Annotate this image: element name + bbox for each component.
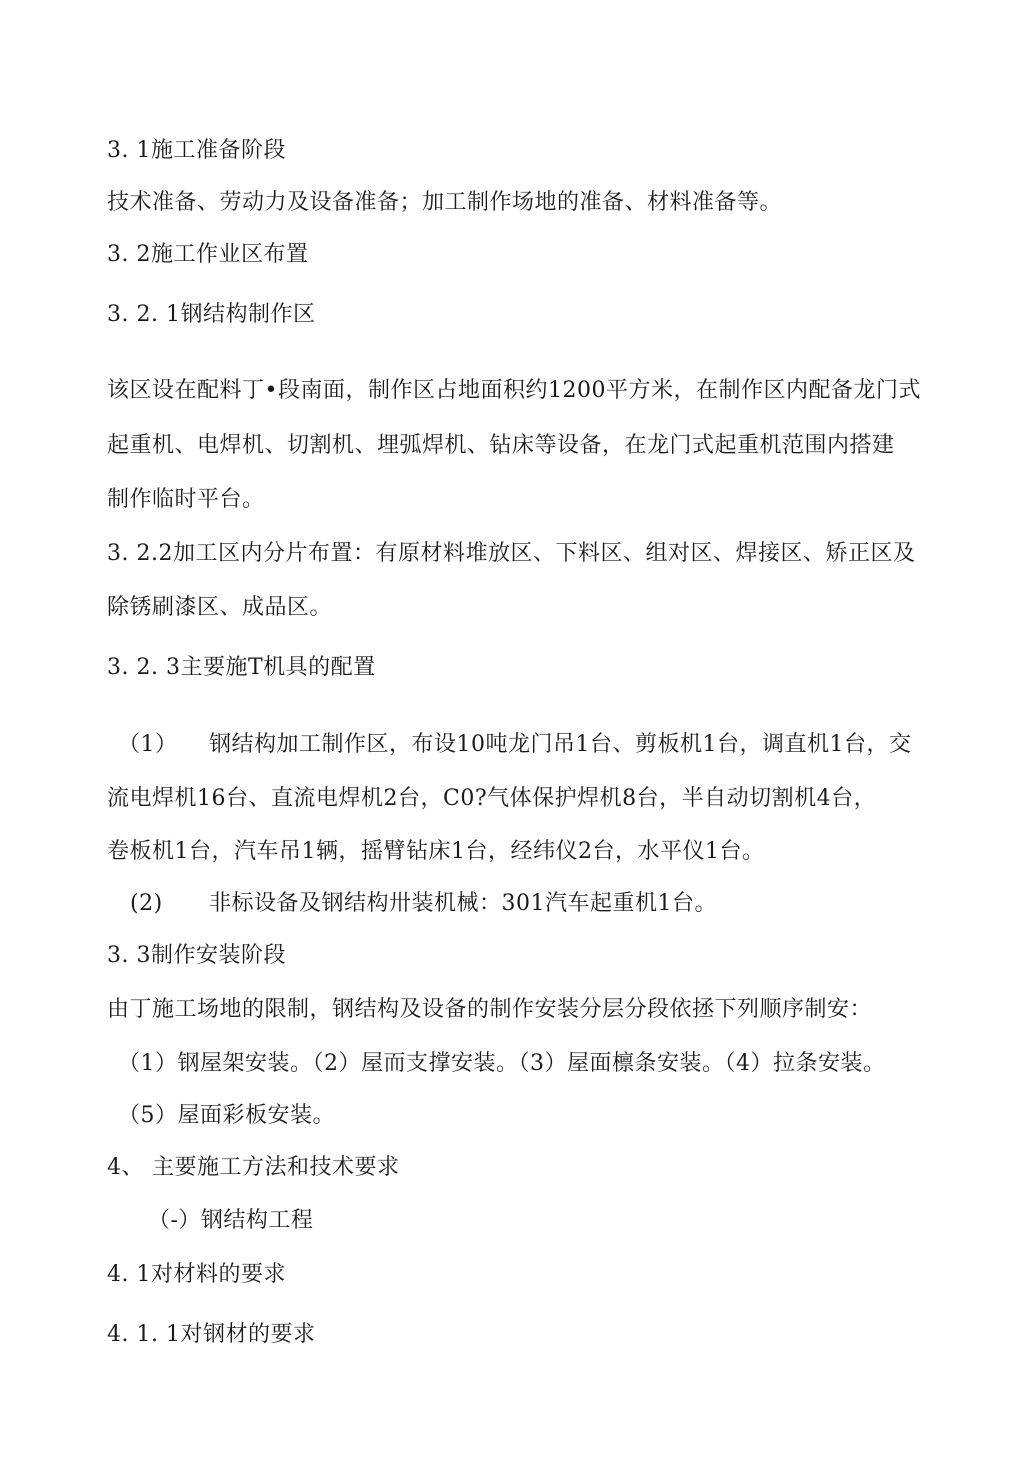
paragraph-3-2-1-line-1: 该区设在配料丁•段南面，制作区占地面积约1200平方米，在制作区内配备龙门式: [107, 378, 921, 403]
sequence-line-1: （1）钢屋架安装。（2）屋而支撑安装。（3）屋面檩条安装。（4）拉条安装。: [118, 1051, 886, 1076]
paragraph-3-2-2-line-2: 除锈刷漆区、成品区。: [107, 595, 333, 620]
item-2-text: 非标设备及钢结构卅装机械：301汽车起重机1台。: [209, 891, 717, 916]
item-1-line-2: 流电焊机16台、直流电焊机2台，C0?气体保护焊机8台，半自动切割机4台，: [107, 786, 877, 811]
paragraph-3-2-2-line-1: 3. 2.2加工区内分片布置：有原材料堆放区、下料区、组对区、焊接区、矫正区及: [107, 541, 916, 566]
item-1-number: （1）: [118, 732, 178, 757]
heading-3-3: 3. 3制作安装阶段: [107, 943, 286, 968]
heading-4-subsection: （-）钢结构工程: [148, 1208, 314, 1233]
sequence-line-2: （5）屋面彩板安装。: [118, 1103, 335, 1128]
heading-4-1-1: 4. 1. 1对钢材的要求: [107, 1322, 316, 1347]
heading-3-1: 3. 1施工准备阶段: [107, 138, 286, 163]
paragraph-3-2-1-line-2: 起重机、电焊机、切割机、埋弧焊机、钻床等设备，在龙门式起重机范围内搭建: [107, 433, 895, 458]
heading-3-2-3: 3. 2. 3主要施T机具的配置: [107, 655, 376, 680]
item-1-line-1: 钢结构加工制作区，布设10吨龙门吊1台、剪板机1台，调直机1台，交: [209, 732, 912, 757]
heading-4-number: 4、: [107, 1155, 144, 1180]
heading-3-2-1: 3. 2. 1钢结构制作区: [107, 302, 316, 327]
item-1-line-3: 卷板机1台，汽车吊1辆，摇臂钻床1台，经纬仪2台，水平仪1台。: [107, 839, 765, 864]
paragraph-3-2-1-line-3: 制作临时平台。: [107, 487, 265, 512]
paragraph-3-1: 技术准备、劳动力及设备准备；加工制作场地的准备、材料准备等。: [107, 190, 783, 215]
heading-4-text: 主要施工方法和技术要求: [152, 1155, 400, 1180]
paragraph-3-3: 由丁施工场地的限制，钢结构及设备的制作安装分层分段依拯下列顺序制安：: [107, 997, 873, 1022]
heading-3-2: 3. 2施工作业区布置: [107, 242, 309, 267]
item-2-number: (2): [130, 891, 163, 916]
heading-4-1: 4. 1对材料的要求: [107, 1262, 286, 1287]
